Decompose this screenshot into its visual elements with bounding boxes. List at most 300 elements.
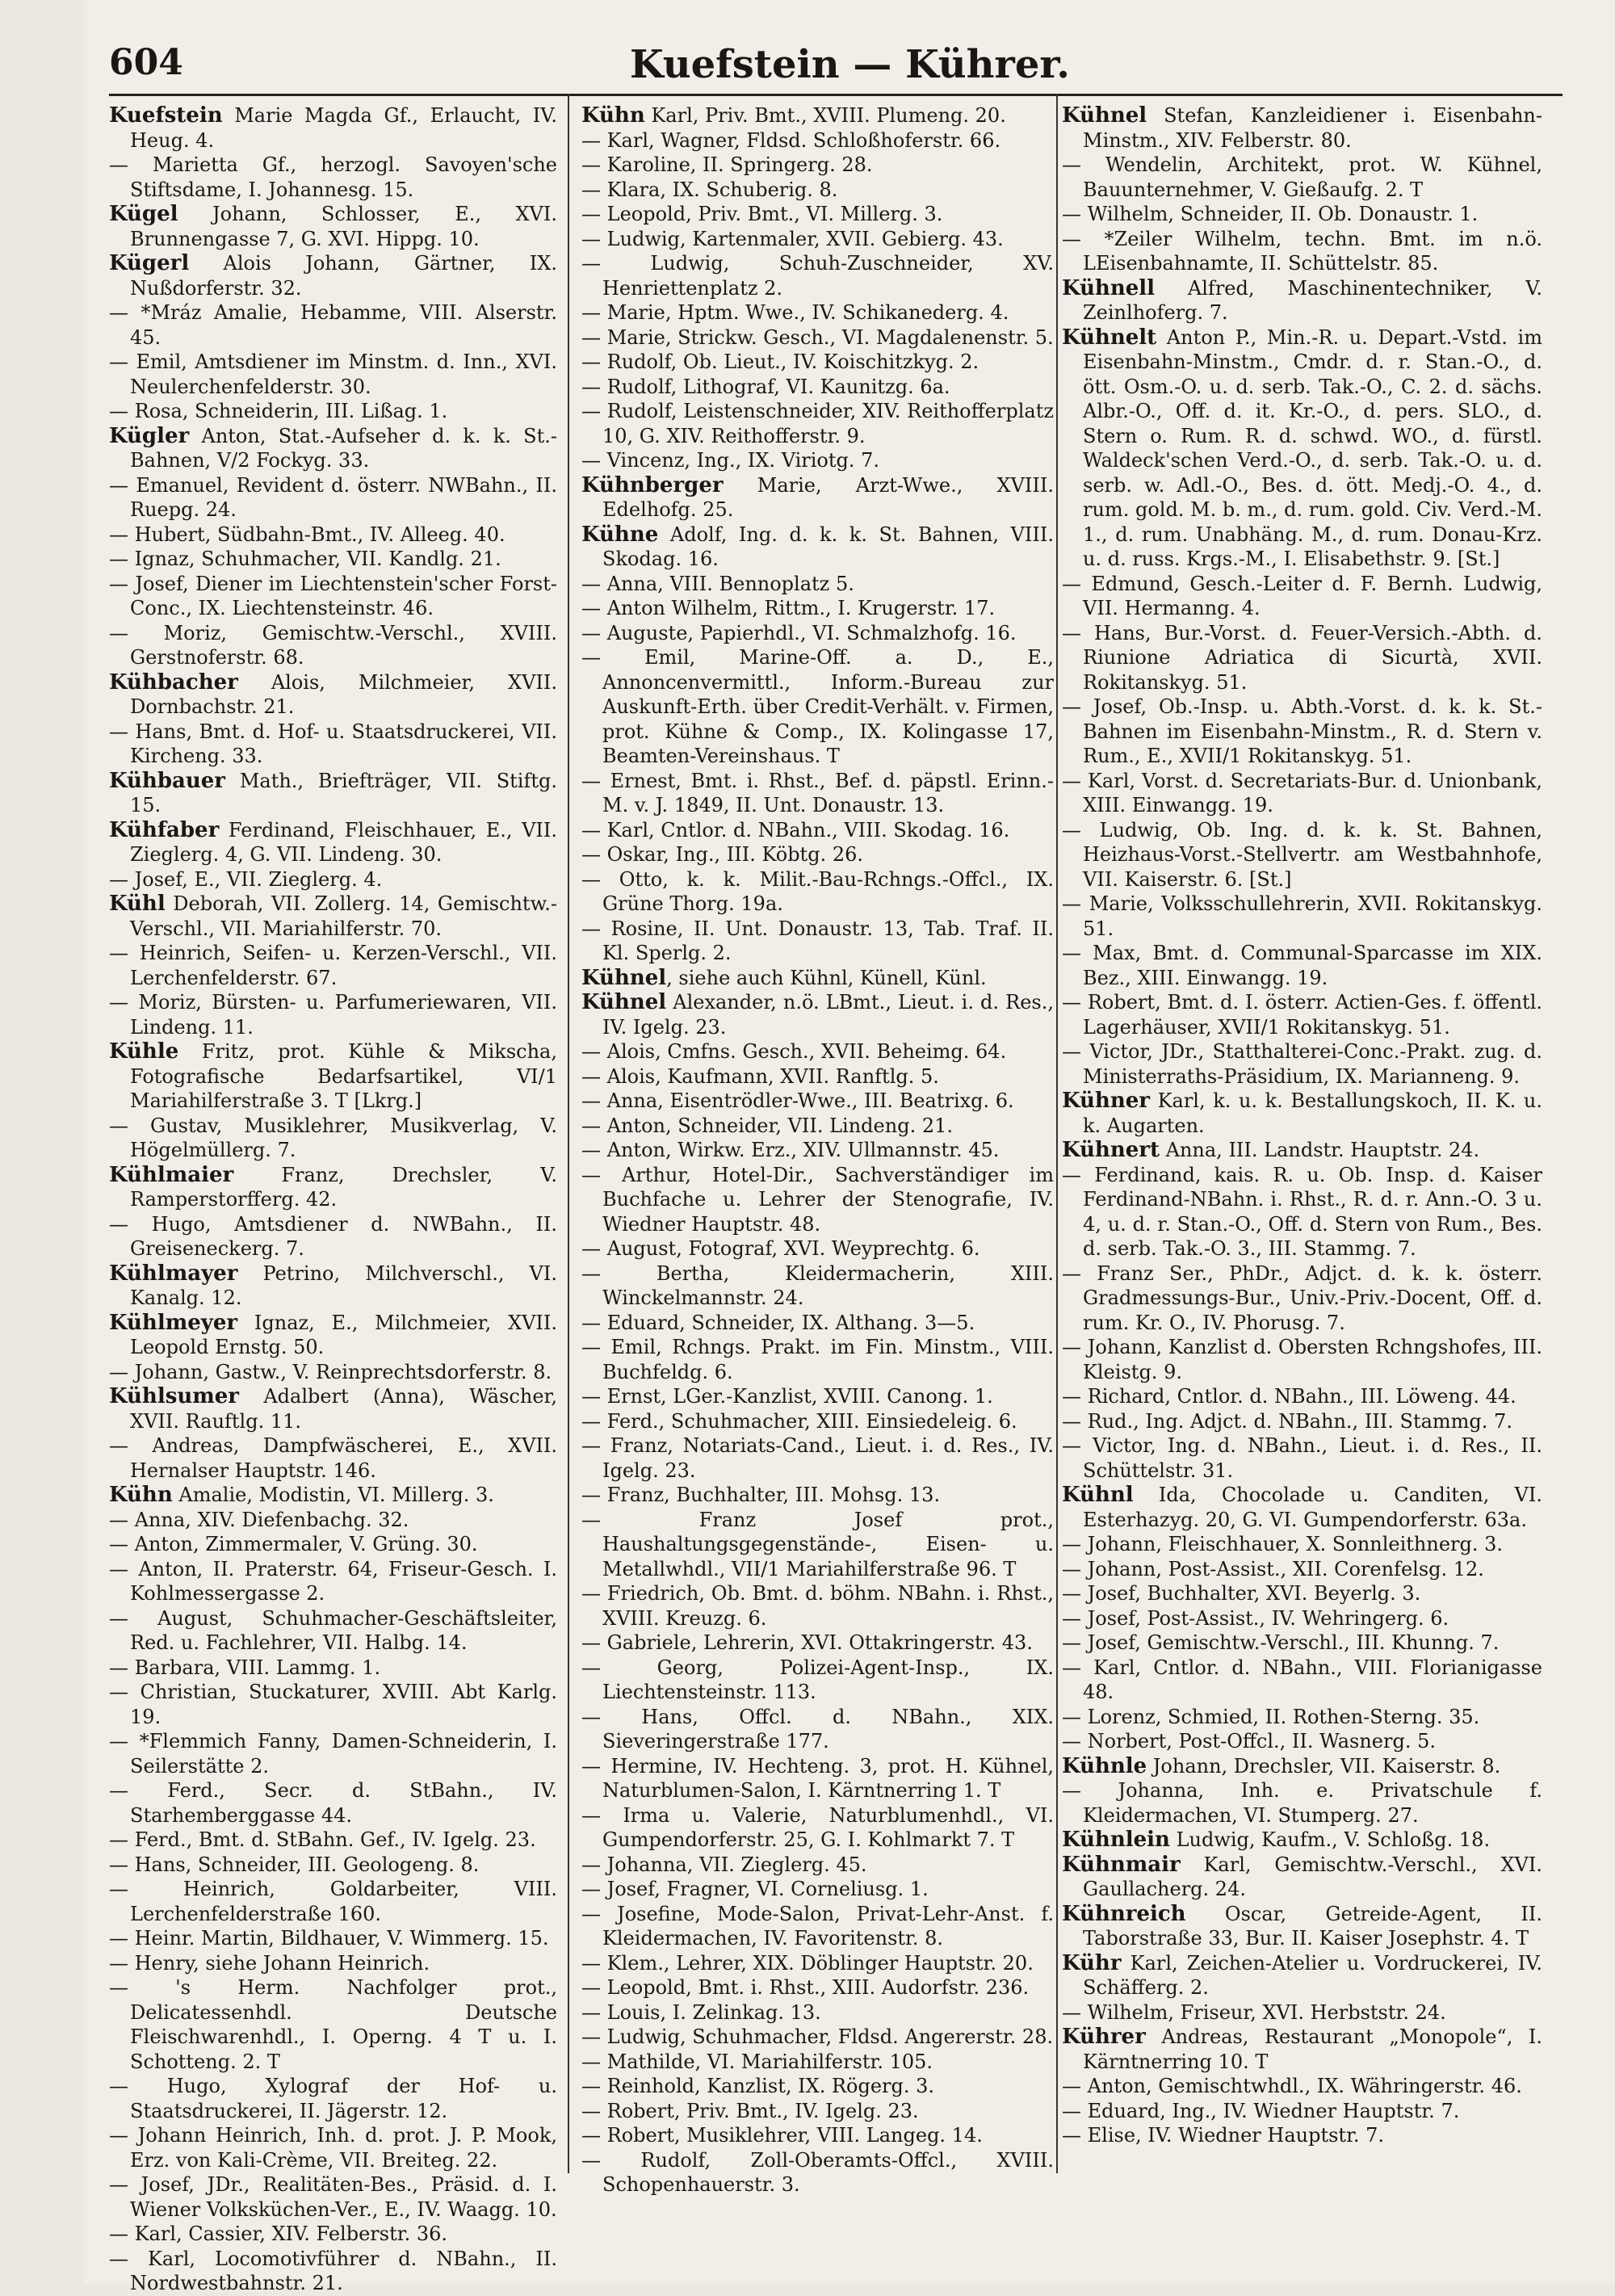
entry-surname: Kühnberger xyxy=(581,472,724,497)
column-2 xyxy=(581,103,1054,2197)
directory-entry xyxy=(109,2222,557,2247)
directory-entry xyxy=(581,128,1054,153)
directory-entry xyxy=(1062,1039,1542,1089)
directory-entry xyxy=(109,1729,557,1778)
entry-text: Fritz, prot. Kühle & Mikscha, Fotografische Bedarfsartikel, VI/1 Mariahilferstraße 3. T [Lkrg.] xyxy=(130,1040,557,1112)
entry-text: — Robert, Bmt. d. I. österr. Actien-Ges. f. öffentl. Lagerhäuser, XVII/1 Rokitanskyg. 51. xyxy=(1062,991,1542,1039)
entry-text: — Josefine, Mode-Salon, Privat-Lehr-Anst. f. Kleidermachen, IV. Favoritenstr. 8. xyxy=(581,1902,1054,1950)
entry-text: Karl, Priv. Bmt., XVIII. Plumeng. 20. xyxy=(644,104,1006,127)
directory-entry xyxy=(1062,892,1542,941)
directory-entry xyxy=(581,966,1054,991)
directory-entry xyxy=(581,1705,1054,1754)
directory-entry xyxy=(109,1433,557,1483)
directory-entry xyxy=(581,1483,1054,1508)
entry-surname: Kühl xyxy=(109,892,166,916)
entry-text: — Oskar, Ing., III. Köbtg. 26. xyxy=(581,843,863,866)
entry-text: — Ferdinand, kais. R. u. Ob. Insp. d. Kaiser Ferdinand-NBahn. i. Rhst., R. d. r. Ann.-O. 3 u. 4, u. d. r. Stan.-O., Off. d. Stern von Rum., Bes. d. serb. Tak.-O. 3., III. Stammg. 7. xyxy=(1062,1163,1542,1260)
directory-entry xyxy=(109,818,557,867)
directory-entry xyxy=(1062,1754,1542,1779)
entry-surname: Kühfaber xyxy=(109,817,220,842)
directory-entry xyxy=(581,1138,1054,1163)
directory-entry xyxy=(109,1877,557,1926)
entry-surname: Kühr xyxy=(1062,1950,1122,1975)
entry-text: — Max, Bmt. d. Communal-Sparcasse im XIX. Bez., XIII. Einwangg. 19. xyxy=(1062,942,1542,989)
entry-text: — Ludwig, Schuh-Zuschneider, XV. Henriettenplatz 2. xyxy=(581,252,1054,300)
directory-entry xyxy=(1062,1433,1542,1483)
directory-entry xyxy=(109,1926,557,1951)
directory-entry xyxy=(109,2247,557,2296)
entry-surname: Kühlmaier xyxy=(109,1162,234,1187)
directory-entry xyxy=(581,2099,1054,2124)
entry-text: — Andreas, Dampfwäscherei, E., XVII. Hernalser Hauptstr. 146. xyxy=(109,1434,557,1482)
entry-text: — Johanna, VII. Zieglerg. 45. xyxy=(581,1853,867,1876)
directory-entry xyxy=(1062,769,1542,818)
entry-text: — Anton Wilhelm, Rittm., I. Krugerstr. 17. xyxy=(581,597,996,619)
directory-entry xyxy=(1062,1853,1542,1902)
entry-text: — Christian, Stuckaturer, XVIII. Abt Karlg. 19. xyxy=(109,1681,557,1728)
entry-text: — Hans, Bur.-Vorst. d. Feuer-Versich.-Abth. d. Riunione Adriatica di Sicurtà, XVII. Rokitanskyg. 51. xyxy=(1062,621,1542,694)
entry-text: — Johann, Kanzlist d. Obersten Rchngshofes, III. Kleistg. 9. xyxy=(1062,1336,1542,1383)
entry-text: — Josef, Post-Assist., IV. Wehringerg. 6. xyxy=(1062,1606,1449,1630)
entry-text: — *Flemmich Fanny, Damen-Schneiderin, I. Seilerstätte 2. xyxy=(109,1730,557,1778)
entry-text: — Josef, Ob.-Insp. u. Abth.-Vorst. d. k. k. St.-Bahnen im Eisenbahn-Minstm., R. d. Stern v. Rum., E., XVII/1 Rokitanskyg. 51. xyxy=(1062,695,1542,767)
entry-text: — Josef, JDr., Realitäten-Bes., Präsid. d. I. Wiener Volksküchen-Ver., E., IV. Waagg. 10. xyxy=(109,2173,557,2221)
directory-entry xyxy=(109,1778,557,1828)
directory-entry xyxy=(581,1261,1054,1311)
entry-text: — Ludwig, Schuhmacher, Fldsd. Angererstr. 28. xyxy=(581,2025,1054,2048)
entry-text: Alois Johann, Gärtner, IX. Nußdorferstr. 32. xyxy=(130,252,557,300)
entry-text: — August, Schuhmacher-Geschäftsleiter, Red. u. Fachlehrer, VII. Halbg. 14. xyxy=(109,1606,557,1654)
directory-entry xyxy=(581,399,1054,448)
directory-entry xyxy=(1062,202,1542,227)
directory-entry xyxy=(1062,1532,1542,1557)
entry-surname: Kühnel xyxy=(1062,103,1147,128)
entry-text: — Richard, Cntlor. d. NBahn., III. Löweng. 44. xyxy=(1062,1385,1516,1408)
entry-surname: Kühle xyxy=(109,1039,179,1064)
entry-text: — Johanna, Inh. e. Privatschule f. Kleidermachen, VI. Stumperg. 27. xyxy=(1062,1779,1542,1827)
directory-entry xyxy=(109,1261,557,1311)
directory-entry xyxy=(1062,1409,1542,1434)
entry-text: — Rudolf, Leistenschneider, XIV. Reithofferplatz 10, G. XIV. Reithofferstr. 9. xyxy=(581,400,1054,447)
directory-entry xyxy=(581,325,1054,350)
entry-text: — Johann Heinrich, Inh. d. prot. J. P. Mook, Erz. von Kali-Crème, VII. Breiteg. 22. xyxy=(109,2124,557,2172)
directory-entry xyxy=(581,153,1054,178)
directory-entry xyxy=(109,1680,557,1729)
directory-entry xyxy=(581,300,1054,325)
entry-text: Amalie, Modistin, VI. Millerg. 3. xyxy=(172,1484,494,1506)
entry-text: — Rud., Ing. Adjct. d. NBahn., III. Stammg. 7. xyxy=(1062,1409,1512,1433)
directory-entry xyxy=(1062,2000,1542,2025)
directory-entry xyxy=(1062,941,1542,990)
directory-entry xyxy=(581,1902,1054,1951)
entry-text: — Hubert, Südbahn-Bmt., IV. Alleeg. 40. xyxy=(109,523,505,546)
directory-entry xyxy=(581,596,1054,621)
entry-text: — Emanuel, Revident d. österr. NWBahn., II. Ruepg. 24. xyxy=(109,473,557,521)
entry-surname: Kühn xyxy=(581,103,645,128)
entry-text: — Friedrich, Ob. Bmt. d. böhm. NBahn. i. Rhst., XVIII. Kreuzg. 6. xyxy=(581,1582,1054,1630)
directory-entry xyxy=(109,1975,557,2074)
entry-surname: Kühnel xyxy=(581,965,667,990)
entry-text: — Vincenz, Ing., IX. Viriotg. 7. xyxy=(581,449,880,472)
entry-surname: Kühnert xyxy=(1062,1138,1160,1162)
entry-text: — Mathilde, VI. Mariahilferstr. 105. xyxy=(581,2050,933,2073)
entry-surname: Kügel xyxy=(109,202,178,226)
entry-surname: Kuefstein xyxy=(109,103,223,128)
entry-text: , siehe auch Kühnl, Künell, Künl. xyxy=(666,966,987,989)
directory-entry xyxy=(109,1483,557,1508)
entry-text: — Ludwig, Kartenmaler, XVII. Gebierg. 43. xyxy=(581,227,1004,250)
directory-entry xyxy=(1062,1483,1542,1532)
directory-entry xyxy=(1062,1951,1542,2000)
directory-entry xyxy=(581,1508,1054,1582)
entry-text: — Rosa, Schneiderin, III. Lißag. 1. xyxy=(109,400,448,422)
entry-text: — Anton, II. Praterstr. 64, Friseur-Gesch. I. Kohlmessergasse 2. xyxy=(109,1557,557,1605)
entry-text: — Alois, Cmfns. Gesch., XVII. Beheimg. 64. xyxy=(581,1040,1007,1063)
entry-text: — Karoline, II. Springerg. 28. xyxy=(581,153,873,176)
directory-entry xyxy=(581,867,1054,917)
directory-entry xyxy=(109,350,557,399)
entry-text: — Robert, Musiklehrer, VIII. Langeg. 14. xyxy=(581,2124,983,2147)
entry-text: Anton, Stat.-Aufseher d. k. k. St.-Bahnen, V/2 Fockyg. 33. xyxy=(130,424,557,472)
column-separator xyxy=(568,94,569,2173)
directory-entry xyxy=(109,1508,557,1533)
entry-text: Franz, Drechsler, V. Ramperstorfferg. 42. xyxy=(130,1163,557,1211)
entry-text: — Bertha, Kleidermacherin, XIII. Winckelmannstr. 24. xyxy=(581,1261,1054,1309)
directory-entry xyxy=(581,1631,1054,1656)
entry-surname: Kühnreich xyxy=(1062,1901,1186,1926)
entry-surname: Kühlsumer xyxy=(109,1384,240,1408)
entry-text: — Hermine, IV. Hechteng. 3, prot. H. Kühnel, Naturblumen-Salon, I. Kärntnerring 1. T xyxy=(581,1754,1054,1802)
entry-text: Andreas, Restaurant „Monopole“, I. Kärntnerring 10. T xyxy=(1083,2025,1542,2073)
entry-text: — August, Fotograf, XVI. Weyprechtg. 6. xyxy=(581,1237,980,1260)
entry-text: Ludwig, Kaufm., V. Schloßg. 18. xyxy=(1169,1828,1491,1851)
directory-entry xyxy=(109,572,557,621)
entry-text: Ferdinand, Fleischhauer, E., VII. Zieglerg. 4, G. VII. Lindeng. 30. xyxy=(130,818,557,866)
directory-entry xyxy=(1062,1778,1542,1828)
entry-text: — Franz, Notariats-Cand., Lieut. i. d. Res., IV. Igelg. 23. xyxy=(581,1434,1054,1482)
entry-text: Math., Briefträger, VII. Stiftg. 15. xyxy=(130,769,557,816)
entry-text: — Ignaz, Schuhmacher, VII. Kandlg. 21. xyxy=(109,548,501,570)
header-rule xyxy=(109,94,1563,96)
entry-text: — Wilhelm, Friseur, XVI. Herbststr. 24. xyxy=(1062,2000,1446,2024)
entry-text: Alexander, n.ö. LBmt., Lieut. i. d. Res., IV. Igelg. 23. xyxy=(602,991,1054,1039)
entry-text: — Heinrich, Seifen- u. Kerzen-Verschl., VII. Lerchenfelderstr. 67. xyxy=(109,942,557,989)
entry-surname: Kühnell xyxy=(1062,275,1156,300)
entry-text: — Auguste, Papierhdl., VI. Schmalzhofg. 16. xyxy=(581,621,1017,644)
directory-entry xyxy=(109,1853,557,1878)
entry-text: Karl, Zeichen-Atelier u. Vordruckerei, IV. Schäfferg. 2. xyxy=(1083,1951,1542,1999)
directory-entry xyxy=(109,103,557,153)
page-number: 604 xyxy=(109,42,183,83)
entry-text: — Ernst, LGer.-Kanzlist, XVIII. Canong. 1. xyxy=(581,1385,993,1408)
entry-text: — Alois, Kaufmann, XVII. Ranftlg. 5. xyxy=(581,1064,939,1088)
entry-surname: Kühne xyxy=(581,522,659,547)
entry-text: — Anton, Schneider, VII. Lindeng. 21. xyxy=(581,1114,953,1137)
entry-text: — Rudolf, Zoll-Oberamts-Offcl., XVIII. Schopenhauerstr. 3. xyxy=(581,2148,1054,2196)
directory-entry xyxy=(109,1384,557,1433)
entry-text: — Josef, E., VII. Zieglerg. 4. xyxy=(109,867,383,891)
entry-text: Alois, Milchmeier, XVII. Dornbachstr. 21. xyxy=(130,670,557,718)
entry-text: — Ferd., Bmt. d. StBahn. Gef., IV. Igelg. 23. xyxy=(109,1828,536,1851)
directory-entry xyxy=(1062,990,1542,1039)
entry-text: — Anna, VIII. Bennoplatz 5. xyxy=(581,572,854,595)
entry-text: — Marietta Gf., herzogl. Savoyen'sche Stiftsdame, I. Johannesg. 15. xyxy=(109,153,557,201)
directory-entry xyxy=(109,153,557,202)
directory-entry xyxy=(1062,1902,1542,1951)
entry-text: — Karl, Cntlor. d. NBahn., VIII. Skodag. 16. xyxy=(581,818,1010,842)
directory-entry xyxy=(109,867,557,892)
entry-text: — Johann, Gastw., V. Reinprechtsdorferstr. 8. xyxy=(109,1360,552,1383)
directory-entry xyxy=(581,818,1054,843)
directory-entry xyxy=(581,1975,1054,2000)
entry-text: — Emil, Amtsdiener im Minstm. d. Inn., XVI. Neulerchenfelderstr. 30. xyxy=(109,350,557,398)
entry-text: Johann, Schlosser, E., XVI. Brunnengasse 7, G. XVI. Hippg. 10. xyxy=(130,203,557,250)
directory-entry xyxy=(1062,695,1542,769)
directory-entry xyxy=(581,2000,1054,2025)
directory-entry xyxy=(581,178,1054,203)
entry-text: — Hans, Offcl. d. NBahn., XIX. Sieveringerstraße 177. xyxy=(581,1705,1054,1752)
directory-entry xyxy=(109,1951,557,1976)
entry-text: — Norbert, Post-Offcl., II. Wasnerg. 5. xyxy=(1062,1730,1436,1752)
directory-entry xyxy=(1062,1384,1542,1409)
directory-entry xyxy=(581,2123,1054,2148)
directory-entry xyxy=(1062,572,1542,621)
entry-text: — Louis, I. Zelinkag. 13. xyxy=(581,2000,821,2024)
entry-text: — Victor, JDr., Statthalterei-Conc.-Prakt. zug. d. Ministerraths-Präsidium, IX. Marianneng. 9. xyxy=(1062,1040,1542,1088)
directory-entry xyxy=(1062,1261,1542,1336)
directory-entry xyxy=(1062,276,1542,325)
directory-entry xyxy=(109,2074,557,2123)
entry-text: — Leopold, Priv. Bmt., VI. Millerg. 3. xyxy=(581,203,943,225)
entry-surname: Kühlmeyer xyxy=(109,1310,238,1335)
directory-entry xyxy=(109,1311,557,1360)
directory-entry xyxy=(1062,1631,1542,1656)
directory-entry xyxy=(1062,227,1542,276)
directory-entry xyxy=(109,1212,557,1261)
directory-entry xyxy=(581,1064,1054,1089)
entry-text: — 's Herm. Nachfolger prot., Delicatessenhdl. Deutsche Fleischwarenhdl., I. Operng. 4 T u. I. Schotteng. 2. T xyxy=(109,1976,557,2073)
entry-text: — Anna, XIV. Diefenbachg. 32. xyxy=(109,1508,409,1531)
entry-surname: Kühnle xyxy=(1062,1753,1147,1778)
entry-text: Marie, Arzt-Wwe., XVIII. Edelhofg. 25. xyxy=(602,473,1054,521)
entry-text: — Karl, Vorst. d. Secretariats-Bur. d. Unionbank, XIII. Einwangg. 19. xyxy=(1062,769,1542,816)
entry-text: — Karl, Cntlor. d. NBahn., VIII. Florianigasse 48. xyxy=(1062,1656,1542,1703)
entry-text: — Rudolf, Lithograf, VI. Kaunitzg. 6a. xyxy=(581,375,950,398)
entry-surname: Kühner xyxy=(1062,1089,1150,1113)
directory-entry xyxy=(581,1656,1054,1705)
directory-entry xyxy=(581,1335,1054,1384)
directory-entry xyxy=(109,2123,557,2172)
entry-text: — Emil, Marine-Off. a. D., E., Annoncenvermittl., Inform.-Bureau zur Auskunft-Erth. über Credit-Verhält. v. Firmen, prot. Kühne & Comp., IX. Kolingasse 17, Beamten-Vereinshaus. T xyxy=(581,646,1054,767)
directory-entry xyxy=(581,2050,1054,2075)
directory-entry xyxy=(581,990,1054,1039)
entry-surname: Kühnmair xyxy=(1062,1852,1181,1877)
entry-text: — *Mráz Amalie, Hebamme, VIII. Alserstr. 45. xyxy=(109,301,557,349)
directory-entry xyxy=(109,1828,557,1853)
entry-surname: Kühbacher xyxy=(109,669,238,695)
directory-entry xyxy=(109,1163,557,1212)
directory-entry xyxy=(581,1803,1054,1853)
entry-text: — Lorenz, Schmied, II. Rothen-Sterng. 35. xyxy=(1062,1705,1480,1728)
directory-entry xyxy=(581,1114,1054,1139)
entry-text: — Karl, Wagner, Fldsd. Schloßhoferstr. 66. xyxy=(581,128,1001,152)
column-separator xyxy=(1056,94,1058,2173)
directory-entry xyxy=(581,1853,1054,1878)
directory-entry xyxy=(1062,325,1542,572)
entry-text: — Marie, Volksschullehrerin, XVII. Rokitanskyg. 51. xyxy=(1062,892,1542,940)
entry-text: Marie Magda Gf., Erlaucht, IV. Heug. 4. xyxy=(130,104,557,152)
directory-entry xyxy=(581,842,1054,867)
entry-surname: Kügerl xyxy=(109,251,190,275)
directory-entry xyxy=(109,473,557,523)
entry-text: — Franz Ser., PhDr., Adjct. d. k. k. österr. Gradmessungs-Bur., Univ.-Priv.-Docent, Off. d. rum. Kr. O., IV. Phorusg. 7. xyxy=(1062,1261,1542,1334)
entry-text: Karl, Gemischtw.-Verschl., XVI. Gaullacherg. 24. xyxy=(1083,1853,1542,1900)
column-3 xyxy=(1062,103,1542,2148)
entry-text: — *Zeiler Wilhelm, techn. Bmt. im n.ö. LEisenbahnamte, II. Schüttelstr. 85. xyxy=(1062,227,1542,275)
entry-text: Oscar, Getreide-Agent, II. Taborstraße 33, Bur. II. Kaiser Josephstr. 4. T xyxy=(1083,1902,1542,1950)
directory-entry xyxy=(581,1409,1054,1434)
directory-entry xyxy=(581,1039,1054,1064)
entry-text: — Ludwig, Ob. Ing. d. k. k. St. Bahnen, Heizhaus-Vorst.-Stellvertr. am Westbahnhofe, VII. Kaiserstr. 6. [St.] xyxy=(1062,818,1542,891)
entry-text: — Eduard, Ing., IV. Wiedner Hauptstr. 7. xyxy=(1062,2099,1460,2122)
entry-text: Adolf, Ing. d. k. k. St. Bahnen, VIII. Skodag. 16. xyxy=(602,523,1054,570)
directory-entry xyxy=(581,1433,1054,1483)
entry-text: Karl, k. u. k. Bestallungskoch, II. K. u. k. Augarten. xyxy=(1083,1089,1542,1137)
entry-text: Anton P., Min.-R. u. Depart.-Vstd. im Eisenbahn-Minstm., Cmdr. d. r. Stan.-O., d. ött. Osm.-O. u. d. serb. Tak.-O., C. 2. d. sächs. Albr.-O., Off. d. it. Kr.-O., d. pers. SLO., d. Stern o. Rum. R. d. schwd. WO., d. fürstl. Waldeck'schen Verd.-O., d. serb. Tak.-O. u. d. serb. w. Adl.-O., Bes. d. ött. Medj.-O. 4., d. rum. gold. M. b. m., d. rum. gold. Civ. Verd.-M. 1., d. rum. Unabhäng. M., d. rum. Donau-Krz. u. d. russ. Krgs.-M., I. Elisabethstr. 9. [St.] xyxy=(1083,325,1542,570)
entry-text: — Arthur, Hotel-Dir., Sachverständiger im Buchfache u. Lehrer der Stenografie, IV. Wiedner Hauptstr. 48. xyxy=(581,1163,1054,1236)
directory-entry xyxy=(581,1089,1054,1114)
entry-text: — Hans, Schneider, III. Geologeng. 8. xyxy=(109,1853,480,1876)
entry-text: Alfred, Maschinentechniker, V. Zeinlhoferg. 7. xyxy=(1083,276,1542,324)
directory-entry xyxy=(109,1656,557,1681)
directory-entry xyxy=(581,1754,1054,1803)
directory-entry xyxy=(109,1039,557,1114)
entry-text: Adalbert (Anna), Wäscher, XVII. Rauftlg. 11. xyxy=(130,1385,557,1433)
directory-entry xyxy=(109,769,557,818)
entry-text: — Ferd., Schuhmacher, XIII. Einsiedeleig. 6. xyxy=(581,1409,1017,1433)
entry-surname: Kührer xyxy=(1062,2025,1146,2049)
directory-entry xyxy=(1062,1089,1542,1138)
directory-entry xyxy=(1062,1335,1542,1384)
directory-entry xyxy=(109,941,557,990)
entry-text: Petrino, Milchverschl., VI. Kanalg. 12. xyxy=(130,1261,557,1309)
entry-surname: Kühn xyxy=(109,1483,173,1507)
entry-text: Deborah, VII. Zollerg. 14, Gemischtw.-Verschl., VII. Mariahilferstr. 70. xyxy=(130,892,557,940)
directory-entry xyxy=(581,448,1054,473)
directory-entry xyxy=(1062,1163,1542,1261)
directory-entry xyxy=(581,202,1054,227)
entry-text: — Karl, Locomotivführer d. NBahn., II. Nordwestbahnstr. 21. xyxy=(109,2247,557,2294)
directory-entry xyxy=(1062,1557,1542,1582)
entry-surname: Kühnel xyxy=(581,990,667,1014)
directory-entry xyxy=(109,1606,557,1656)
directory-entry xyxy=(581,1236,1054,1261)
directory-entry xyxy=(109,2172,557,2222)
directory-entry xyxy=(581,621,1054,646)
entry-text: — Victor, Ing. d. NBahn., Lieut. i. d. Res., II. Schüttelstr. 31. xyxy=(1062,1434,1542,1482)
directory-entry xyxy=(1062,2074,1542,2099)
entry-surname: Kügler xyxy=(109,423,190,448)
running-head: Kuefstein — Kührer. xyxy=(630,42,1070,87)
entry-surname: Kühbauer xyxy=(109,768,226,793)
directory-entry xyxy=(1062,2123,1542,2148)
entry-text: — Edmund, Gesch.-Leiter d. F. Bernh. Ludwig, VII. Hermanng. 4. xyxy=(1062,572,1542,619)
directory-entry xyxy=(109,300,557,350)
directory-entry xyxy=(581,1951,1054,1976)
entry-text: — Wendelin, Architekt, prot. W. Kühnel, Bauunternehmer, V. Gießaufg. 2. T xyxy=(1062,153,1542,201)
entry-text: — Wilhelm, Schneider, II. Ob. Donaustr. 1. xyxy=(1062,203,1479,225)
directory-entry xyxy=(581,769,1054,818)
entry-text: — Ferd., Secr. d. StBahn., IV. Starhemberggasse 44. xyxy=(109,1779,557,1827)
entry-text: — Henry, siehe Johann Heinrich. xyxy=(109,1951,430,1975)
entry-text: — Gabriele, Lehrerin, XVI. Ottakringerstr. 43. xyxy=(581,1631,1033,1654)
directory-entry xyxy=(109,1557,557,1606)
entry-text: — Moriz, Bürsten- u. Parfumeriewaren, VII. Lindeng. 11. xyxy=(109,991,557,1039)
entry-text: Stefan, Kanzleidiener i. Eisenbahn-Minstm., XIV. Felberstr. 80. xyxy=(1083,104,1542,152)
directory-entry xyxy=(109,1360,557,1385)
directory-entry xyxy=(109,399,557,424)
entry-text: — Marie, Hptm. Wwe., IV. Schikanederg. 4. xyxy=(581,301,1009,324)
directory-entry xyxy=(581,227,1054,252)
directory-entry xyxy=(109,1532,557,1557)
entry-text: — Johann, Post-Assist., XII. Corenfelsg. 12. xyxy=(1062,1557,1484,1580)
entry-surname: Kühnl xyxy=(1062,1483,1134,1507)
directory-entry xyxy=(581,1581,1054,1631)
entry-text: — Anton, Zimmermaler, V. Grüng. 30. xyxy=(109,1533,478,1555)
entry-surname: Kühnlein xyxy=(1062,1828,1170,1852)
directory-entry xyxy=(581,473,1054,523)
directory-entry xyxy=(581,2074,1054,2099)
entry-text: — Klara, IX. Schuberig. 8. xyxy=(581,178,838,201)
directory-entry xyxy=(581,917,1054,966)
entry-text: — Robert, Priv. Bmt., IV. Igelg. 23. xyxy=(581,2099,919,2122)
directory-entry xyxy=(109,1114,557,1163)
directory-entry xyxy=(581,350,1054,375)
directory-entry xyxy=(581,375,1054,400)
directory-entry xyxy=(581,645,1054,769)
entry-text: — Anton, Wirkw. Erz., XIV. Ullmannstr. 45. xyxy=(581,1139,1000,1161)
directory-entry xyxy=(1062,818,1542,892)
entry-text: Anna, III. Landstr. Hauptstr. 24. xyxy=(1160,1139,1480,1161)
entry-text: — Ernest, Bmt. i. Rhst., Bef. d. päpstl. Erinn.-M. v. J. 1849, II. Unt. Donaustr. 13. xyxy=(581,769,1054,816)
directory-entry xyxy=(1062,1729,1542,1754)
entry-text: — Anna, Eisentrödler-Wwe., III. Beatrixg. 6. xyxy=(581,1089,1014,1112)
directory-entry xyxy=(1062,621,1542,695)
entry-text: — Josef, Buchhalter, XVI. Beyerlg. 3. xyxy=(1062,1582,1421,1605)
directory-entry xyxy=(109,720,557,769)
directory-entry xyxy=(1062,1606,1542,1631)
entry-text: — Josef, Gemischtw.-Verschl., III. Khunng. 7. xyxy=(1062,1631,1500,1654)
directory-page xyxy=(85,0,1615,2294)
entry-text: — Gustav, Musiklehrer, Musikverlag, V. Högelmüllerg. 7. xyxy=(109,1114,557,1161)
entry-text: — Rosine, II. Unt. Donaustr. 13, Tab. Traf. II. Kl. Sperlg. 2. xyxy=(581,917,1054,964)
entry-text: — Klem., Lehrer, XIX. Döblinger Hauptstr. 20. xyxy=(581,1951,1034,1975)
entry-text: — Anton, Gemischtwhdl., IX. Währingerstr. 46. xyxy=(1062,2075,1522,2097)
directory-entry xyxy=(1062,1828,1542,1853)
directory-entry xyxy=(109,424,557,473)
entry-text: — Irma u. Valerie, Naturblumenhdl., VI. Gumpendorferstr. 25, G. I. Kohlmarkt 7. T xyxy=(581,1803,1054,1851)
entry-surname: Kühlmayer xyxy=(109,1261,238,1286)
entry-text: — Moriz, Gemischtw.-Verschl., XVIII. Gerstnoferstr. 68. xyxy=(109,621,557,669)
entry-text: — Hugo, Amtsdiener d. NWBahn., II. Greiseneckerg. 7. xyxy=(109,1212,557,1260)
entry-text: — Josef, Fragner, VI. Corneliusg. 1. xyxy=(581,1878,929,1900)
directory-entry xyxy=(109,892,557,941)
directory-entry xyxy=(1062,1581,1542,1606)
entry-text: Ida, Chocolade u. Canditen, VI. Esterhazyg. 20, G. VI. Gumpendorferstr. 63a. xyxy=(1083,1484,1542,1531)
directory-entry xyxy=(109,547,557,572)
directory-entry xyxy=(1062,1138,1542,1163)
entry-text: — Eduard, Schneider, IX. Althang. 3—5. xyxy=(581,1311,975,1334)
